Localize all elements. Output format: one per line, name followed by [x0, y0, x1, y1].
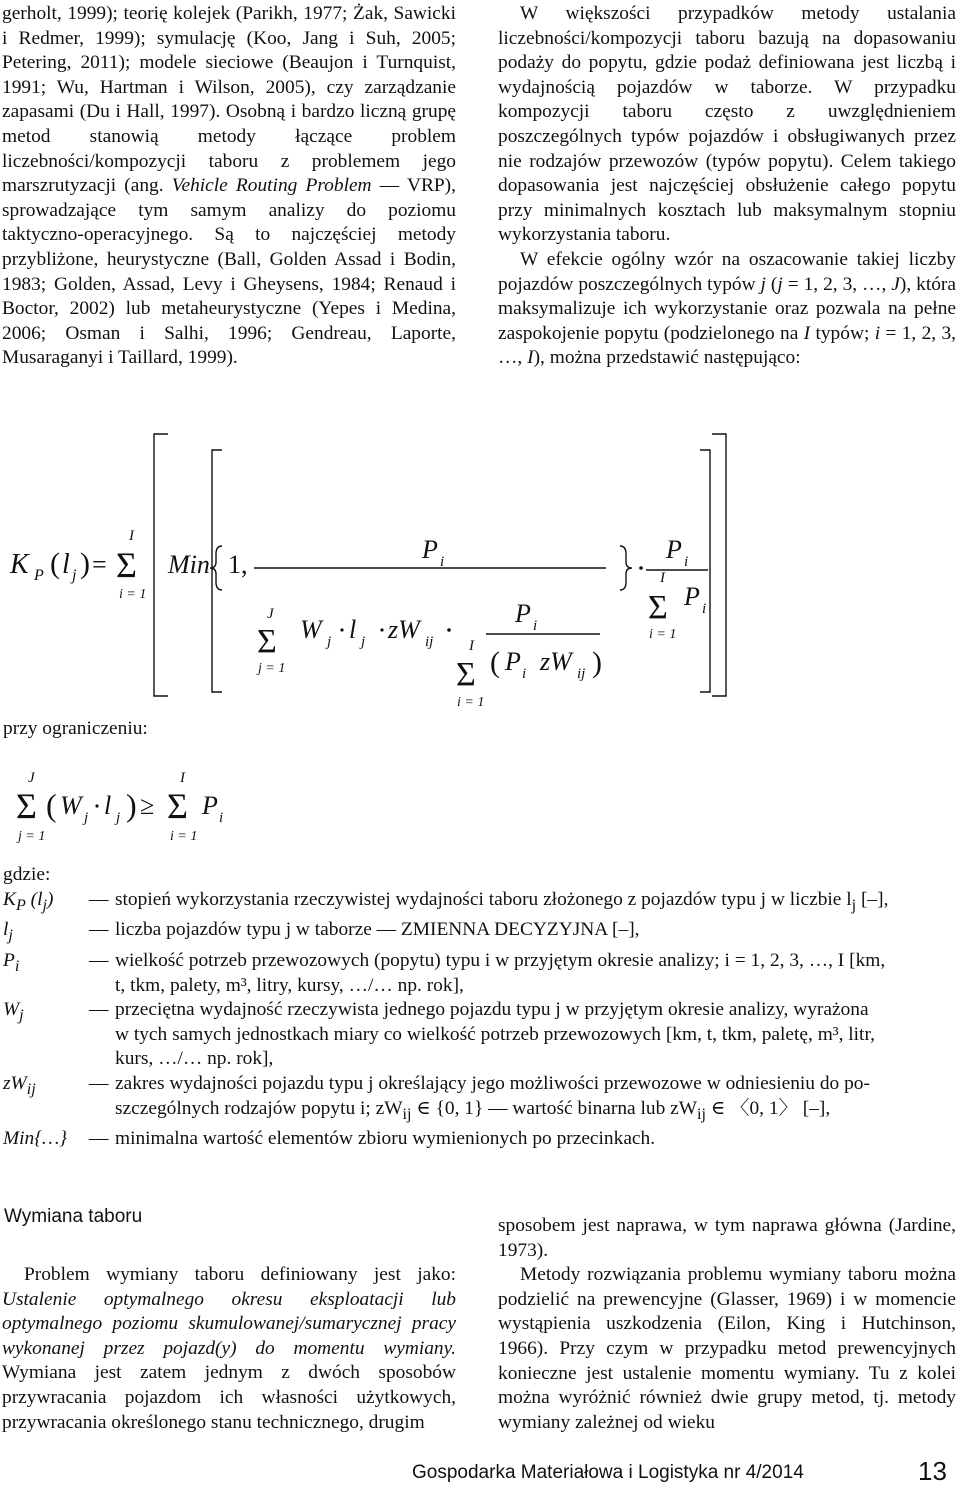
formula-sum2-sign: Σ [257, 623, 277, 660]
formula-bracket-outer-left [154, 434, 168, 696]
paragraph-replacement-definition: Problem wymiany taboru definiowany jest jako: Ustalenie optymalnego okresu eksploatacji lub optymalnego poziomu skumulowanej/sumarycznej pracy wykonanej przez pojazd(y) do momentu wymiany. Wymiana jest zatem jednym z dwóch sposobów przywracania pojazdom ich własności użytkowych, przywracania określonego stanu technicznego, drugim [2, 1264, 456, 1433]
constraint-l-sub: j [116, 810, 121, 826]
formula-min: Min [168, 550, 210, 579]
subject-to-label: przy ograniczeniu: [3, 718, 148, 739]
formula-sum3-top: I [469, 638, 474, 654]
column-bottom-left [2, 1263, 456, 1435]
def-symbol: Min{…} [3, 1127, 67, 1149]
formula-dot-4 [380, 628, 383, 631]
paragraph-methods: Metody rozwiązania problemu wymiany taboru można podzielić na prewencyjne (Glasser, 1969) i w momencie wystąpienia uszkodzenia (Eilon, King i Hutchinson, 1966). Przy czym w przypadku metod prewencyjnych konieczne jest ustalenie momentu wymiany. Tu z kolei można wyróżnić również dwie grupy metod, tj. metody wymiany zależnej od wieku [498, 1264, 956, 1433]
formula-inner-paren-close: ) [592, 646, 602, 679]
def-description: — zakres wydajności pojazdu typu j określający jego możliwości przewozowe w odniesieniu do po- szczególnych rodzajów popytu i; $zW_{ij}$ ∈ {0, 1} — wartość binarna lub $zW_{ij}$ ∈ 〈0, 1〉 [–], [89, 1072, 870, 1123]
formula-dot-3 [340, 628, 343, 631]
formula-k: K [10, 549, 29, 580]
paragraph-general-formula: W efekcie ogólny wzór na oszacowanie takiej liczby pojazdów poszczególnych typów j (j = 1, 2, 3, …, J), która maksymalizuje ich wykorzystanie oraz pozwala na pełne zaspokojenie popytu (podzielonego na I typów; i = 1, 2, 3, …, I), można przedstawić następująco: [498, 248, 956, 369]
formula-bracket-inner-left [212, 450, 222, 692]
formula-sum1-bottom: i = 1 [119, 587, 147, 602]
def-description: — stopień wykorzystania rzeczywistej wydajności taboru złożonego z pojazdów typu j w liczbie $l_j$ [–], [89, 889, 889, 914]
constraint-formula [0, 760, 400, 850]
formula-inner-den-p-sub: i [522, 666, 527, 682]
def-symbol: $P_i$ [3, 949, 20, 975]
formula-bracket-inner-right [700, 450, 710, 692]
main-formula [0, 420, 960, 710]
formula-equals: = [92, 550, 107, 579]
journal-footer: Gospodarka Materiałowa i Logistyka nr 4/2014 [412, 1462, 804, 1483]
constraint-sum1-sign: Σ [16, 786, 37, 826]
formula-inner-num-p: P [515, 599, 531, 628]
formula-dot-2 [639, 566, 643, 570]
constraint-sum1-top: J [28, 770, 35, 786]
formula-inner-num-p-sub: i [533, 618, 538, 634]
def-symbol: $zW_{ij}$ [3, 1072, 36, 1098]
formula-k-sub: P [34, 567, 44, 584]
constraint-p: P [202, 791, 218, 820]
formula-sum2-top: J [267, 606, 274, 622]
formula-inner-den-p: P [505, 647, 521, 676]
def-symbol: $W_j$ [3, 999, 24, 1024]
definitions-list [0, 888, 960, 1152]
where-label: gdzie: [3, 864, 51, 885]
formula-right-num-p: P [666, 535, 682, 564]
formula-sum3-sign: Σ [456, 656, 476, 693]
formula-den-l: l [349, 615, 357, 644]
constraint-sum1-bottom: j = 1 [18, 829, 46, 844]
constraint-geq: ≥ [140, 791, 155, 820]
formula-right-den-p: P [684, 582, 700, 611]
constraint-paren-open: ( [46, 787, 57, 823]
constraint-sum2-sign: Σ [167, 786, 188, 826]
def-description: — przeciętna wydajność rzeczywista jednego pojazdu typu j w przyjętym okresie analizy, wyrażona w tych samych jednostkach miary co wielkość potrzeb przewozowych [km, t, tkm, paletę, m³, litr, kurs, …/… np. rok], [89, 999, 875, 1070]
formula-den-w: W [300, 615, 322, 644]
formula-sum4-sign: Σ [648, 589, 668, 626]
formula-sum3-bottom: i = 1 [457, 695, 485, 710]
def-symbol: $K_P$ $(l_j)$ [3, 889, 54, 914]
paragraph-repair: sposobem jest naprawa, w tym naprawa główna (Jardine, 1973). [498, 1215, 956, 1261]
constraint-paren-close: ) [126, 787, 137, 823]
formula-l: l [62, 549, 70, 580]
def-description: — wielkość potrzeb przewozowych (popytu) typu i w przyjętym okresie analizy; i = 1, 2, 3, …, I [km, t, tkm, palety, m³, litry, kursy, …/… np. rok], [89, 949, 886, 996]
constraint-w: W [60, 791, 82, 820]
page-number: 13 [918, 1456, 947, 1486]
formula-sum1-sign: Σ [116, 545, 137, 585]
constraint-sum2-top: I [180, 770, 185, 786]
formula-den-zw: zW [388, 615, 420, 644]
formula-den-l-sub: j [361, 634, 366, 650]
constraint-l: l [104, 791, 112, 820]
definition-min [0, 1127, 960, 1152]
formula-den-zw-sub: ij [425, 634, 434, 650]
constraint-sum2-bottom: i = 1 [170, 829, 198, 844]
formula-paren-open: ( [50, 547, 60, 580]
def-description: — minimalna wartość elementów zbioru wymienionych po przecinkach. [89, 1127, 656, 1149]
formula-sum4-bottom: i = 1 [649, 627, 677, 642]
section-heading: Wymiana taboru [4, 1206, 143, 1227]
formula-one-comma: 1, [228, 550, 248, 579]
column-top-right [498, 2, 956, 371]
definition-zwij [0, 1072, 960, 1127]
formula-sum2-bottom: j = 1 [258, 661, 286, 676]
formula-paren-close: ) [80, 547, 90, 580]
def-symbol: $l_j$ [3, 919, 13, 945]
formula-sum1-top: I [129, 528, 134, 544]
formula-bracket-outer-right [712, 434, 726, 696]
formula-l-sub: j [72, 567, 77, 584]
paragraph-top-left: gerholt, 1999); teorię kolejek (Parikh, 1977; Żak, Sawicki i Redmer, 1999); symulację (Koo, Jang i Suh, 2005; Petering, 2011); modele sieciowe (Beaujon i Turnquist, 1991; Wu, Hartman i Wilson, 2005), czy zarządzanie zapasami (Du i Hall, 1997). Osobną i bardzo liczną grupę metod stanowią metody łączące problem liczebności/kompozycji taboru z problemem jego marszrutyzacji (ang. Vehicle Routing Problem — VRP), sprowadzające tym samym analizy do poziomu taktyczno-operacyjnego. Są to najczęściej metody przybliżone, heurystyczne (Ball, Golden Assad i Bodin, 1983; Golden, Assad, Levy i Gheysens, 1984; Renaud i Boctor, 2002) lub metaheurystyczne (Yepes i Medina, 2006; Osman i Salhi, 1996; Gendreau, Laporte, Musaraganyi i Taillard, 1999). [2, 3, 456, 369]
formula-num-p-sub: i [440, 554, 445, 570]
definition-kp [0, 888, 960, 918]
formula-inner-den-zw-sub: ij [577, 666, 586, 682]
formula-den-w-sub: j [327, 634, 332, 650]
definition-pi [0, 949, 960, 998]
constraint-w-sub: j [84, 810, 89, 826]
formula-brace-right [620, 546, 632, 590]
formula-num-p: P [422, 535, 438, 564]
formula-inner-paren-open: ( [490, 646, 500, 679]
column-bottom-right [498, 1214, 956, 1435]
formula-inner-den-zw: zW [540, 647, 572, 676]
formula-right-den-p-sub: i [702, 601, 707, 617]
formula-right-num-p-sub: i [684, 554, 689, 570]
constraint-dot [95, 804, 98, 807]
definition-wj [0, 998, 960, 1072]
formula-dot-1 [447, 628, 451, 632]
definition-lj [0, 918, 960, 948]
column-top-left [2, 2, 456, 371]
constraint-p-sub: i [219, 810, 224, 826]
formula-sum4-top: I [660, 570, 665, 586]
def-description: — liczba pojazdów typu j w taborze — ZMIENNA DECYZYJNA [–], [89, 919, 640, 941]
paragraph-supply-demand: W większości przypadków metody ustalania liczebności/kompozycji taboru bazują na dopasowaniu podaży do popytu, gdzie podaż definiowana jest liczbą i wydajnością pojazdów w taborze. W przypadku kompozycji taboru często z uwzględnieniem poszczególnych typów pojazdów i obsługiwanych przez nie rodzajów przewozów (typów popytu). Celem takiego dopasowania jest najczęściej obsłużenie całego popytu przy minimalnych kosztach lub maksymalnym stopniu wykorzystania taboru. [498, 3, 956, 246]
